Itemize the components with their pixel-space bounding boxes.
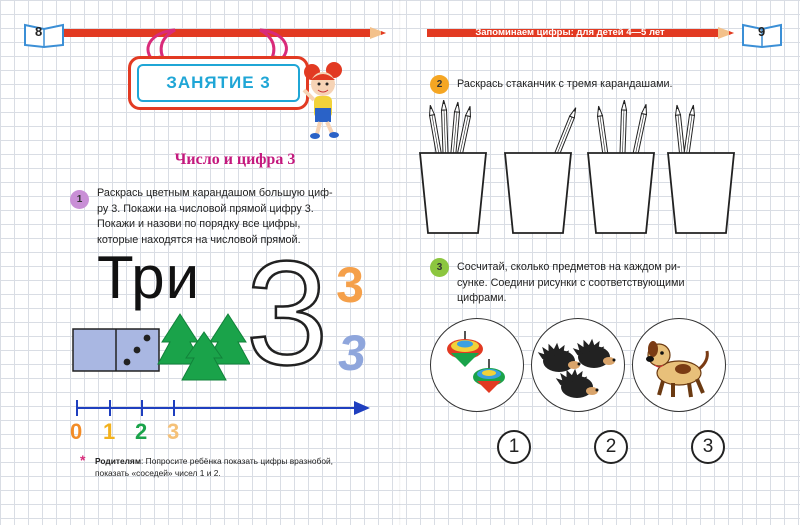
task3-text bbox=[457, 260, 684, 307]
blue-digit-3: 3 bbox=[338, 325, 366, 378]
cups-with-pencils bbox=[410, 100, 740, 235]
girl-illustration bbox=[300, 62, 346, 140]
answer-digit-2: 2 bbox=[594, 430, 628, 464]
answer-digit-3: 3 bbox=[691, 430, 725, 464]
spinning-tops-illustration bbox=[431, 319, 523, 411]
parents-note bbox=[95, 455, 385, 479]
lesson-subtitle: Число и цифра 3 bbox=[174, 151, 296, 168]
task3-line: цифрами. bbox=[457, 292, 507, 304]
fir-trees bbox=[156, 312, 250, 382]
parents-label: Родителям bbox=[95, 456, 142, 466]
hedgehogs-illustration bbox=[532, 319, 624, 411]
task3-line: сунке. Соедини рисунки с соответствующими bbox=[457, 276, 685, 289]
pencil-tip-left bbox=[370, 27, 394, 39]
picture-circle-tops bbox=[430, 318, 524, 412]
lesson-sign bbox=[128, 56, 309, 110]
task3-number-bubble: 3 bbox=[430, 258, 449, 277]
parents-line1: : Попросите ребёнка показать цифры вразнобой, bbox=[141, 456, 333, 466]
parents-line2: показать «соседей» чисел 1 и 2. bbox=[95, 468, 221, 478]
page-number-right: 9 bbox=[758, 24, 766, 39]
task1-line: ру 3. Покажи на числовой прямой цифру 3. bbox=[97, 202, 314, 215]
number-line-label-2: 2 bbox=[135, 419, 148, 444]
task2-text: Раскрась стаканчик с тремя карандашами. bbox=[457, 78, 673, 90]
pencil-tip-right bbox=[718, 27, 742, 39]
task1-line: Раскрась цветным карандашом большую циф- bbox=[97, 187, 333, 199]
running-title: Запоминаем цифры: для детей 4—5 лет bbox=[475, 27, 665, 38]
picture-circle-hedgehogs bbox=[531, 318, 625, 412]
task1-line: которые находятся на числовой прямой. bbox=[97, 233, 301, 246]
number-line-label-0: 0 bbox=[70, 419, 83, 444]
task1-text bbox=[97, 186, 333, 248]
asterisk-icon: * bbox=[80, 452, 86, 468]
colored-digits bbox=[330, 254, 374, 378]
lesson-label: ЗАНЯТИЕ 3 bbox=[137, 64, 300, 102]
picture-circle-dog bbox=[632, 318, 726, 412]
task1-number-bubble: 1 bbox=[70, 190, 89, 209]
word-three: Три bbox=[97, 244, 201, 311]
number-line-label-1: 1 bbox=[103, 419, 116, 444]
big-digit-text: 3 bbox=[245, 246, 329, 376]
domino-tile bbox=[72, 328, 160, 372]
number-line-label-3: 3 bbox=[167, 419, 180, 444]
answer-digit-1: 1 bbox=[497, 430, 531, 464]
page-number-left: 8 bbox=[35, 24, 43, 39]
orange-digit-3: 3 bbox=[336, 257, 364, 313]
task1-line: Покажи и назови по порядку все цифры, bbox=[97, 218, 301, 230]
task3-line: Сосчитай, сколько предметов на каждом ри- bbox=[457, 261, 681, 273]
book-icon-left bbox=[22, 20, 66, 48]
big-outline-digit-3 bbox=[244, 246, 330, 376]
task2-number-bubble: 2 bbox=[430, 75, 449, 94]
dog-illustration bbox=[633, 319, 725, 411]
number-line bbox=[72, 398, 372, 418]
